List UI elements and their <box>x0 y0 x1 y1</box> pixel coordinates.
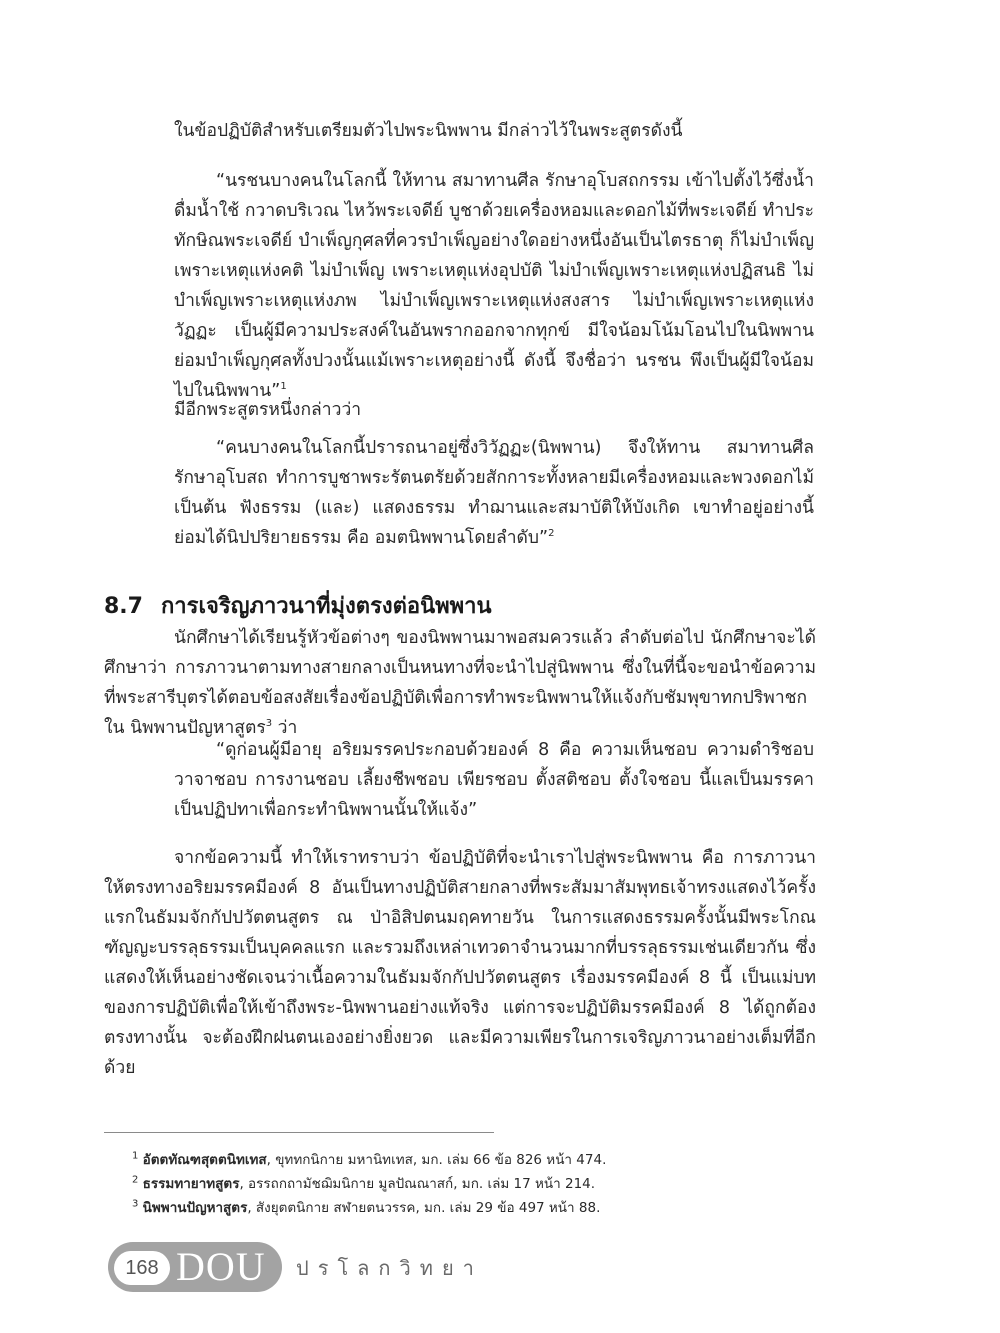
footnote-detail: , ขุททกนิกาย มหานิทเทส, มก. เล่ม 66 ข้อ 826 หน้า 474. <box>266 1152 607 1168</box>
footnote-3 <box>132 1196 832 1220</box>
footnote-source: นิพพานปัญหาสูตร <box>142 1200 248 1216</box>
brand-logo: DOU <box>176 1244 266 1289</box>
footnote-ref-1[interactable]: 1 <box>280 381 287 393</box>
footnote-2 <box>132 1172 832 1196</box>
page-footer <box>108 1242 488 1292</box>
course-title: ปรโลกวิทยา <box>296 1256 483 1280</box>
body-1-end: ว่า <box>272 718 298 738</box>
body-1-text: นักศึกษาได้เรียนรู้หัวข้อต่างๆ ของนิพพานมาพอสมควรแล้ว ลำดับต่อไป นักศึกษาจะได้ศึกษาว่า การภาวนาตามทางสายกลางเป็นหนทางที่จะนำไปสู่นิพพาน ซึ่งในที่นี้จะขอนำข้อความที่พระสารีบุตรได้ตอบข้อสงสัยเรื่องข้อปฏิบัติเพื่อการทำพระนิพพานให้แจ้งกับชัมพุขาทกปริพาชกใน นิพพานปัญหาสูตร <box>104 628 816 738</box>
footnote-source: อัตตทัณฑสุตตนิทเทส <box>142 1152 267 1168</box>
footnote-1 <box>132 1148 832 1172</box>
footer-badge <box>108 1242 282 1292</box>
quote-2 <box>174 433 814 553</box>
another-sutta-line: มีอีกพระสูตรหนึ่งกล่าวว่า <box>174 400 362 420</box>
footnote-num: 1 <box>132 1150 139 1162</box>
page-number: 168 <box>114 1251 170 1285</box>
footnote-num: 3 <box>132 1198 139 1210</box>
body-paragraph-1 <box>104 623 816 743</box>
quote-3: “ดูก่อนผู้มีอายุ อริยมรรคประกอบด้วยองค์ 8 คือ ความเห็นชอบ ความดำริชอบ วาจาชอบ การงานชอบ เลี้ยงชีพชอบ เพียรชอบ ตั้งสติชอบ ตั้งใจชอบ นี้แลเป็นมรรคา เป็นปฏิปทาเพื่อกระทำนิพพานนั้นให้แจ้ง” <box>174 740 814 820</box>
intro-paragraph: ในข้อปฏิบัติสำหรับเตรียมตัวไปพระนิพพาน มีกล่าวไว้ในพระสูตรดังนี้ <box>174 121 683 141</box>
quote-1-text: “นรชนบางคนในโลกนี้ ให้ทาน สมาทานศีล รักษาอุโบสถกรรม เข้าไปตั้งไว้ซึ่งน้ำดื่มน้ำใช้ กวาดบริเวณ ไหว้พระเจดีย์ บูชาด้วยเครื่องหอมและดอกไม้ที่พระเจดีย์ ทำประทักษิณพระเจดีย์ บำเพ็ญกุศลที่ควรบำเพ็ญอย่างใดอย่างหนึ่งอันเป็นไตรธาตุ ก็ไม่บำเพ็ญเพราะเหตุแห่งคติ ไม่บำเพ็ญ เพราะเหตุแห่งอุปบัติ ไม่บำเพ็ญเพราะเหตุแห่งปฏิสนธิ ไม่บำเพ็ญเพราะเหตุแห่งภพ ไม่บำเพ็ญเพราะเหตุแห่งสงสาร ไม่บำเพ็ญเพราะเหตุแห่งวัฏฏะ เป็นผู้มีความประสงค์ในอันพรากออกจากทุกข์ มีใจน้อมโน้มโอนไปในนิพพาน ย่อมบำเพ็ญกุศลทั้งปวงนั้นแม้เพราะเหตุอย่างนี้ ดังนี้ จึงชื่อว่า นรชน พึงเป็นผู้มีใจน้อมไปในนิพพาน” <box>174 171 814 401</box>
footnote-detail: , สังยุตตนิกาย สฬายตนวรรค, มก. เล่ม 29 ข้อ 497 หน้า 88. <box>247 1200 601 1216</box>
footnote-ref-3[interactable]: 3 <box>265 718 273 730</box>
footnote-ref-2[interactable]: 2 <box>548 528 555 540</box>
body-paragraph-2: จากข้อความนี้ ทำให้เราทราบว่า ข้อปฏิบัติที่จะนำเราไปสู่พระนิพพาน คือ การภาวนาให้ตรงทางอริยมรรคมีองค์ 8 อันเป็นทางปฏิบัติสายกลางที่พระสัมมาสัมพุทธเจ้าทรงแสดงไว้ครั้งแรกในธัมมจักกัปปวัตตนสูตร ณ ป่าอิสิปตนมฤคทายวัน ในการแสดงธรรมครั้งนั้นมีพระโกณฑัญญะบรรลุธรรมเป็นบุคคลแรก และรวมถึงเหล่าเทวดาจำนวนมากที่บรรลุธรรมเช่นเดียวกัน ซึ่งแสดงให้เห็นอย่างชัดเจนว่าเนื้อความในธัมมจักกัปปวัตตนสูตร เรื่องมรรคมีองค์ 8 นี้ เป็นแม่บทของการปฏิบัติเพื่อให้เข้าถึงพระ-นิพพานอย่างแท้จริง แต่การจะปฏิบัติมรรคมีองค์ 8 ได้ถูกต้องตรงทางนั้น จะต้องฝึกฝนตนเองอย่างยิ่งยวด และมีความเพียรในการเจริญภาวนาอย่างเต็มที่อีกด้วย <box>104 848 816 1078</box>
footnote-divider <box>104 1132 494 1133</box>
footnotes <box>132 1148 832 1220</box>
section-title: การเจริญภาวนาที่มุ่งตรงต่อนิพพาน <box>160 594 492 619</box>
section-heading <box>104 588 492 623</box>
quote-1 <box>174 166 814 406</box>
footnote-detail: , อรรถกถามัชฌิมนิกาย มูลปัณณาสก์, มก. เล่ม 17 หน้า 214. <box>239 1176 596 1192</box>
quote-2-text: “คนบางคนในโลกนี้ปรารถนาอยู่ซึ่งวิวัฏฏะ(นิพพาน) จึงให้ทาน สมาทานศีล รักษาอุโบสถ ทำการบูชาพระรัตนตรัยด้วยสักการะทั้งหลายมีเครื่องหอมและพวงดอกไม้ เป็นต้น ฟังธรรม (และ) แสดงธรรม ทำฌานและสมาบัติให้บังเกิด เขาทำอยู่อย่างนี้ ย่อมได้นิปปริยายธรรม คือ อมตนิพพานโดยลำดับ” <box>174 438 814 548</box>
section-number: 8.7 <box>104 594 143 619</box>
footnote-source: ธรรมทายาทสูตร <box>142 1176 240 1192</box>
footnote-num: 2 <box>132 1174 139 1186</box>
